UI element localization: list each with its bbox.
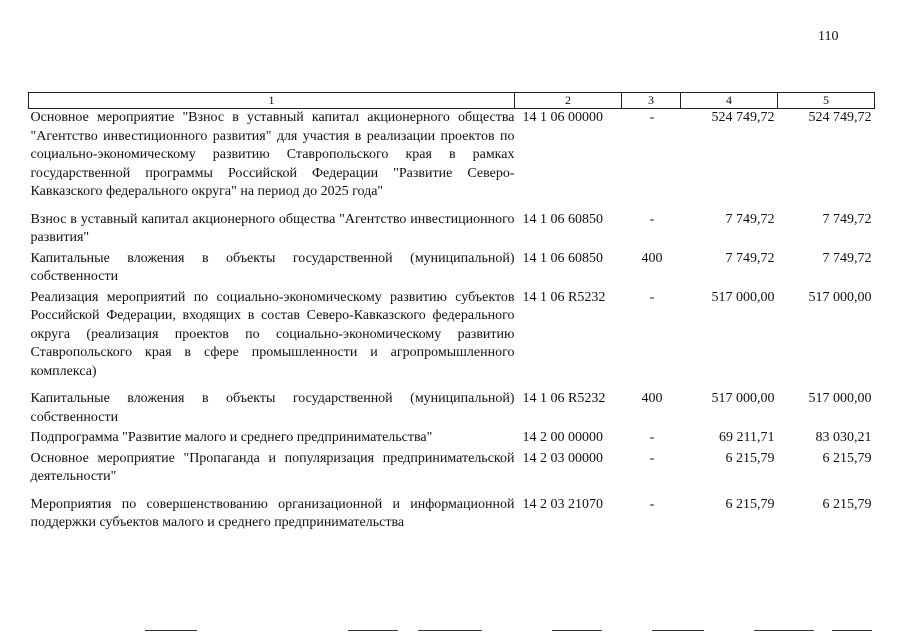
header-col-2: 2 (515, 93, 622, 109)
row-sum-1: 6 215,79 (725, 496, 775, 512)
table-row (29, 448, 875, 487)
row-sum-1: 6 215,79 (725, 450, 775, 466)
table-row (29, 381, 875, 427)
row-code: 14 2 03 21070 (522, 496, 603, 512)
row-sum-1: 524 749,72 (711, 110, 775, 125)
row-sum-1: 517 000,00 (711, 391, 775, 406)
row-code: 14 1 06 60850 (522, 250, 603, 266)
row-name: Капитальные вложения в объекты государственной (муниципальной) собственности (30, 250, 515, 284)
table-row (29, 287, 875, 382)
scan-line (652, 630, 704, 631)
row-type: 400 (641, 391, 663, 406)
scan-line (418, 630, 482, 631)
row-type: 400 (641, 250, 663, 266)
row-sum-2: 6 215,79 (822, 496, 872, 512)
row-name: Основное мероприятие "Пропаганда и популяризация предпринимательской деятельности" (30, 450, 515, 484)
footer-scan-lines (0, 622, 901, 640)
row-type: - (649, 211, 655, 227)
row-code: 14 1 06 00000 (522, 110, 603, 125)
row-sum-2: 517 000,00 (808, 391, 872, 406)
row-sum-2: 517 000,00 (808, 289, 872, 305)
row-code: 14 2 00 00000 (522, 430, 603, 445)
row-sum-1: 69 211,71 (719, 430, 775, 445)
scan-line (754, 630, 814, 631)
row-name: Основное мероприятие "Взнос в уставный капитал акционерного общества "Агентство инвестиционного развития" для участия в реализации проектов по социально-экономическому развитию Ставропольского края в рамках государственной программы Российской Федерации "Развитие Северо-Кавказского федерального округа" на период до 2025 года" (30, 110, 515, 199)
page-number: 110 (818, 29, 839, 44)
header-col-3: 3 (622, 93, 681, 109)
header-col-4: 4 (681, 93, 778, 109)
scan-line (832, 630, 872, 631)
budget-table (28, 92, 875, 533)
table-header (29, 93, 875, 109)
row-sum-2: 524 749,72 (808, 110, 872, 125)
row-code: 14 2 03 00000 (522, 450, 603, 466)
table-row (29, 109, 875, 202)
row-type: - (649, 289, 655, 305)
row-name: Взнос в уставный капитал акционерного общества "Агентство инвестиционного развития" (30, 211, 515, 245)
table-row (29, 427, 875, 448)
scan-line (145, 630, 197, 631)
row-name: Мероприятия по совершенствованию организационной и информационной поддержки субъектов малого и среднего предпринимательства (30, 496, 515, 530)
table-row (29, 487, 875, 533)
row-code: 14 1 06 R5232 (522, 289, 606, 305)
row-name: Реализация мероприятий по социально-экономическому развитию субъектов Российской Федерации, входящих в состав Северо-Кавказского федерального округа (реализация проектов по социально-экономическому развитию Ставропольского края в сфере промышленности и агропромышленного комплекса) (30, 289, 515, 379)
row-sum-1: 7 749,72 (725, 211, 775, 227)
row-type: - (649, 110, 655, 125)
row-sum-2: 7 749,72 (822, 250, 872, 266)
row-name: Капитальные вложения в объекты государственной (муниципальной) собственности (30, 391, 515, 425)
row-type: - (649, 450, 655, 466)
row-name: Подпрограмма "Развитие малого и среднего предпринимательства" (30, 430, 433, 445)
scan-line (552, 630, 602, 631)
row-type: - (649, 430, 655, 445)
header-col-5: 5 (778, 93, 875, 109)
row-code: 14 1 06 60850 (522, 211, 603, 227)
row-sum-1: 7 749,72 (725, 250, 775, 266)
table-row (29, 248, 875, 287)
header-col-1: 1 (29, 93, 515, 109)
row-code: 14 1 06 R5232 (522, 391, 606, 406)
row-sum-2: 6 215,79 (822, 450, 872, 466)
row-sum-2: 83 030,21 (815, 430, 872, 445)
row-sum-2: 7 749,72 (822, 211, 872, 227)
table-row (29, 202, 875, 248)
row-sum-1: 517 000,00 (711, 289, 775, 305)
row-type: - (649, 496, 655, 512)
scan-line (348, 630, 398, 631)
